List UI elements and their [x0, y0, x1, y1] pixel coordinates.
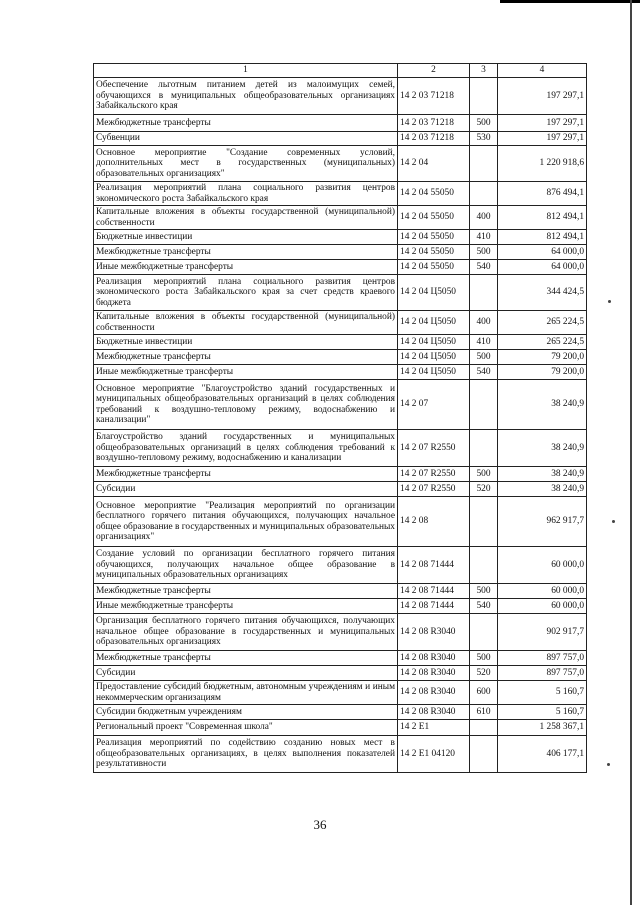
row-sum-cell: 962 917,7 [498, 497, 587, 547]
row-code-cell: 14 2 04 55050 [398, 245, 470, 260]
header-col-name: 1 [94, 64, 398, 78]
row-name-cell: Реализация мероприятий плана социального развития центров экономического роста Забайкальского края [94, 182, 398, 206]
table-row [94, 78, 587, 115]
table-row [94, 260, 587, 275]
row-name-cell: Иные межбюджетные трансферты [94, 365, 398, 380]
table-row [94, 584, 587, 599]
row-sum-cell: 5 160,7 [498, 681, 587, 705]
row-name-cell: Основное мероприятие "Благоустройство зданий государственных и муниципальных общеобразовательных организаций в целях соблюдения требований к воздушно-тепловому режиму, водоснабжению и канализации" [94, 380, 398, 430]
row-vr-cell [470, 275, 498, 311]
row-name-cell: Основное мероприятие "Создание современных условий, дополнительных мест в государственных (муниципальных) образовательных организациях" [94, 146, 398, 182]
header-col-code: 2 [398, 64, 470, 78]
row-vr-cell [470, 547, 498, 584]
row-name-cell: Благоустройство зданий государственных и муниципальных общеобразовательных организаций в целях соблюдения требований к воздушно-тепловому режиму, водоснабжению и канализации [94, 430, 398, 467]
table-row [94, 230, 587, 245]
table-row [94, 430, 587, 467]
row-name-cell: Предоставление субсидий бюджетным, автономным учреждениям и иным некоммерческим организациям [94, 681, 398, 705]
scan-edge-line [630, 0, 632, 905]
row-vr-cell: 400 [470, 206, 498, 230]
row-code-cell: 14 2 04 55050 [398, 182, 470, 206]
row-name-cell: Обеспечение льготным питанием детей из малоимущих семей, обучающихся в муниципальных общеобразовательных организациях Забайкальского края [94, 78, 398, 115]
row-vr-cell: 540 [470, 260, 498, 275]
table-body [94, 78, 587, 773]
row-code-cell: 14 2 04 [398, 146, 470, 182]
row-sum-cell: 406 177,1 [498, 736, 587, 773]
row-name-cell: Бюджетные инвестиции [94, 335, 398, 350]
row-vr-cell: 410 [470, 335, 498, 350]
table-row [94, 497, 587, 547]
row-vr-cell: 600 [470, 681, 498, 705]
row-code-cell: 14 2 04 Ц5050 [398, 350, 470, 365]
row-code-cell: 14 2 07 R2550 [398, 467, 470, 482]
row-sum-cell: 197 297,1 [498, 132, 587, 146]
row-vr-cell: 500 [470, 467, 498, 482]
row-name-cell: Иные межбюджетные трансферты [94, 599, 398, 614]
row-vr-cell: 610 [470, 705, 498, 720]
row-vr-cell: 530 [470, 132, 498, 146]
row-vr-cell: 500 [470, 350, 498, 365]
table-row [94, 467, 587, 482]
row-vr-cell [470, 614, 498, 651]
table-row [94, 681, 587, 705]
row-name-cell: Межбюджетные трансферты [94, 245, 398, 260]
row-vr-cell [470, 380, 498, 430]
row-code-cell: 14 2 08 71444 [398, 547, 470, 584]
row-code-cell: 14 2 E1 [398, 720, 470, 736]
table-row [94, 736, 587, 773]
row-sum-cell: 38 240,9 [498, 380, 587, 430]
row-code-cell: 14 2 04 Ц5050 [398, 365, 470, 380]
row-vr-cell [470, 146, 498, 182]
table-row [94, 146, 587, 182]
scan-speck [607, 763, 610, 766]
table-row [94, 335, 587, 350]
row-sum-cell: 344 424,5 [498, 275, 587, 311]
scan-speck [612, 520, 615, 523]
row-name-cell: Реализация мероприятий по содействию созданию новых мест в общеобразовательных организациях, в целях выполнения показателей результативности [94, 736, 398, 773]
row-code-cell: 14 2 08 71444 [398, 584, 470, 599]
table-row [94, 365, 587, 380]
row-name-cell: Межбюджетные трансферты [94, 350, 398, 365]
row-code-cell: 14 2 04 55050 [398, 260, 470, 275]
page-number: 36 [313, 817, 327, 832]
row-vr-cell [470, 430, 498, 467]
table-row [94, 115, 587, 132]
table-row [94, 482, 587, 497]
row-name-cell: Реализация мероприятий плана социального развития центров экономического роста Забайкальского края за счет средств краевого бюджета [94, 275, 398, 311]
row-name-cell: Создание условий по организации бесплатного горячего питания обучающихся, получающих начальное общее образование в муниципальных образовательных организациях [94, 547, 398, 584]
scan-speck [608, 300, 611, 303]
row-sum-cell: 60 000,0 [498, 599, 587, 614]
scan-edge-mark [500, 0, 640, 3]
row-vr-cell: 520 [470, 666, 498, 681]
row-vr-cell: 400 [470, 311, 498, 335]
table-row [94, 380, 587, 430]
row-name-cell: Основное мероприятие "Реализация мероприятий по организации бесплатного горячего питания обучающихся, получающих начальное общее образование в государственных и муниципальных образовательных организациях" [94, 497, 398, 547]
table-row [94, 666, 587, 681]
row-sum-cell: 5 160,7 [498, 705, 587, 720]
row-sum-cell: 79 200,0 [498, 350, 587, 365]
row-code-cell: 14 2 03 71218 [398, 115, 470, 132]
row-sum-cell: 902 917,7 [498, 614, 587, 651]
row-sum-cell: 1 220 918,6 [498, 146, 587, 182]
row-vr-cell: 500 [470, 115, 498, 132]
header-col-sum: 4 [498, 64, 587, 78]
table-row [94, 311, 587, 335]
row-sum-cell: 38 240,9 [498, 467, 587, 482]
row-sum-cell: 60 000,0 [498, 547, 587, 584]
row-vr-cell: 520 [470, 482, 498, 497]
row-sum-cell: 897 757,0 [498, 651, 587, 666]
row-sum-cell: 812 494,1 [498, 206, 587, 230]
row-vr-cell [470, 497, 498, 547]
row-name-cell: Межбюджетные трансферты [94, 467, 398, 482]
row-name-cell: Бюджетные инвестиции [94, 230, 398, 245]
header-col-vr: 3 [470, 64, 498, 78]
table-row [94, 705, 587, 720]
row-code-cell: 14 2 03 71218 [398, 78, 470, 115]
table-row [94, 350, 587, 365]
row-vr-cell [470, 720, 498, 736]
row-sum-cell: 812 494,1 [498, 230, 587, 245]
row-sum-cell: 60 000,0 [498, 584, 587, 599]
table-row [94, 614, 587, 651]
row-code-cell: 14 2 08 R3040 [398, 666, 470, 681]
row-sum-cell: 197 297,1 [498, 78, 587, 115]
row-code-cell: 14 2 07 [398, 380, 470, 430]
row-vr-cell: 540 [470, 599, 498, 614]
row-vr-cell: 500 [470, 651, 498, 666]
row-vr-cell: 500 [470, 584, 498, 599]
table-row [94, 245, 587, 260]
table-row [94, 182, 587, 206]
row-name-cell: Межбюджетные трансферты [94, 584, 398, 599]
row-sum-cell: 265 224,5 [498, 311, 587, 335]
table-row [94, 720, 587, 736]
table-row [94, 651, 587, 666]
row-name-cell: Субсидии [94, 482, 398, 497]
row-name-cell: Капитальные вложения в объекты государственной (муниципальной) собственности [94, 311, 398, 335]
row-code-cell: 14 2 04 55050 [398, 206, 470, 230]
row-sum-cell: 265 224,5 [498, 335, 587, 350]
row-code-cell: 14 2 04 Ц5050 [398, 311, 470, 335]
row-code-cell: 14 2 04 Ц5050 [398, 275, 470, 311]
row-vr-cell: 500 [470, 245, 498, 260]
row-vr-cell [470, 78, 498, 115]
row-vr-cell: 540 [470, 365, 498, 380]
row-code-cell: 14 2 07 R2550 [398, 430, 470, 467]
row-code-cell: 14 2 08 R3040 [398, 705, 470, 720]
row-sum-cell: 197 297,1 [498, 115, 587, 132]
row-code-cell: 14 2 08 [398, 497, 470, 547]
row-sum-cell: 876 494,1 [498, 182, 587, 206]
row-sum-cell: 1 258 367,1 [498, 720, 587, 736]
row-code-cell: 14 2 08 R3040 [398, 614, 470, 651]
row-vr-cell [470, 736, 498, 773]
row-name-cell: Капитальные вложения в объекты государственной (муниципальной) собственности [94, 206, 398, 230]
row-name-cell: Региональный проект "Современная школа" [94, 720, 398, 736]
row-sum-cell: 64 000,0 [498, 260, 587, 275]
table-row [94, 599, 587, 614]
table-row [94, 275, 587, 311]
row-sum-cell: 64 000,0 [498, 245, 587, 260]
row-name-cell: Иные межбюджетные трансферты [94, 260, 398, 275]
table-header-row [94, 64, 587, 78]
table-row [94, 206, 587, 230]
row-code-cell: 14 2 03 71218 [398, 132, 470, 146]
row-code-cell: 14 2 04 55050 [398, 230, 470, 245]
table-row [94, 132, 587, 146]
row-sum-cell: 38 240,9 [498, 430, 587, 467]
row-code-cell: 14 2 08 71444 [398, 599, 470, 614]
row-sum-cell: 38 240,9 [498, 482, 587, 497]
row-name-cell: Организация бесплатного горячего питания обучающихся, получающих начальное общее образование в государственных и муниципальных образовательных организациях [94, 614, 398, 651]
row-name-cell: Субсидии бюджетным учреждениям [94, 705, 398, 720]
row-sum-cell: 79 200,0 [498, 365, 587, 380]
row-vr-cell [470, 182, 498, 206]
row-name-cell: Межбюджетные трансферты [94, 651, 398, 666]
row-code-cell: 14 2 08 R3040 [398, 681, 470, 705]
row-code-cell: 14 2 04 Ц5050 [398, 335, 470, 350]
row-code-cell: 14 2 07 R2550 [398, 482, 470, 497]
table-row [94, 547, 587, 584]
row-sum-cell: 897 757,0 [498, 666, 587, 681]
row-vr-cell: 410 [470, 230, 498, 245]
budget-table [93, 63, 587, 773]
row-name-cell: Межбюджетные трансферты [94, 115, 398, 132]
row-code-cell: 14 2 E1 04120 [398, 736, 470, 773]
row-code-cell: 14 2 08 R3040 [398, 651, 470, 666]
row-name-cell: Субвенции [94, 132, 398, 146]
row-name-cell: Субсидии [94, 666, 398, 681]
